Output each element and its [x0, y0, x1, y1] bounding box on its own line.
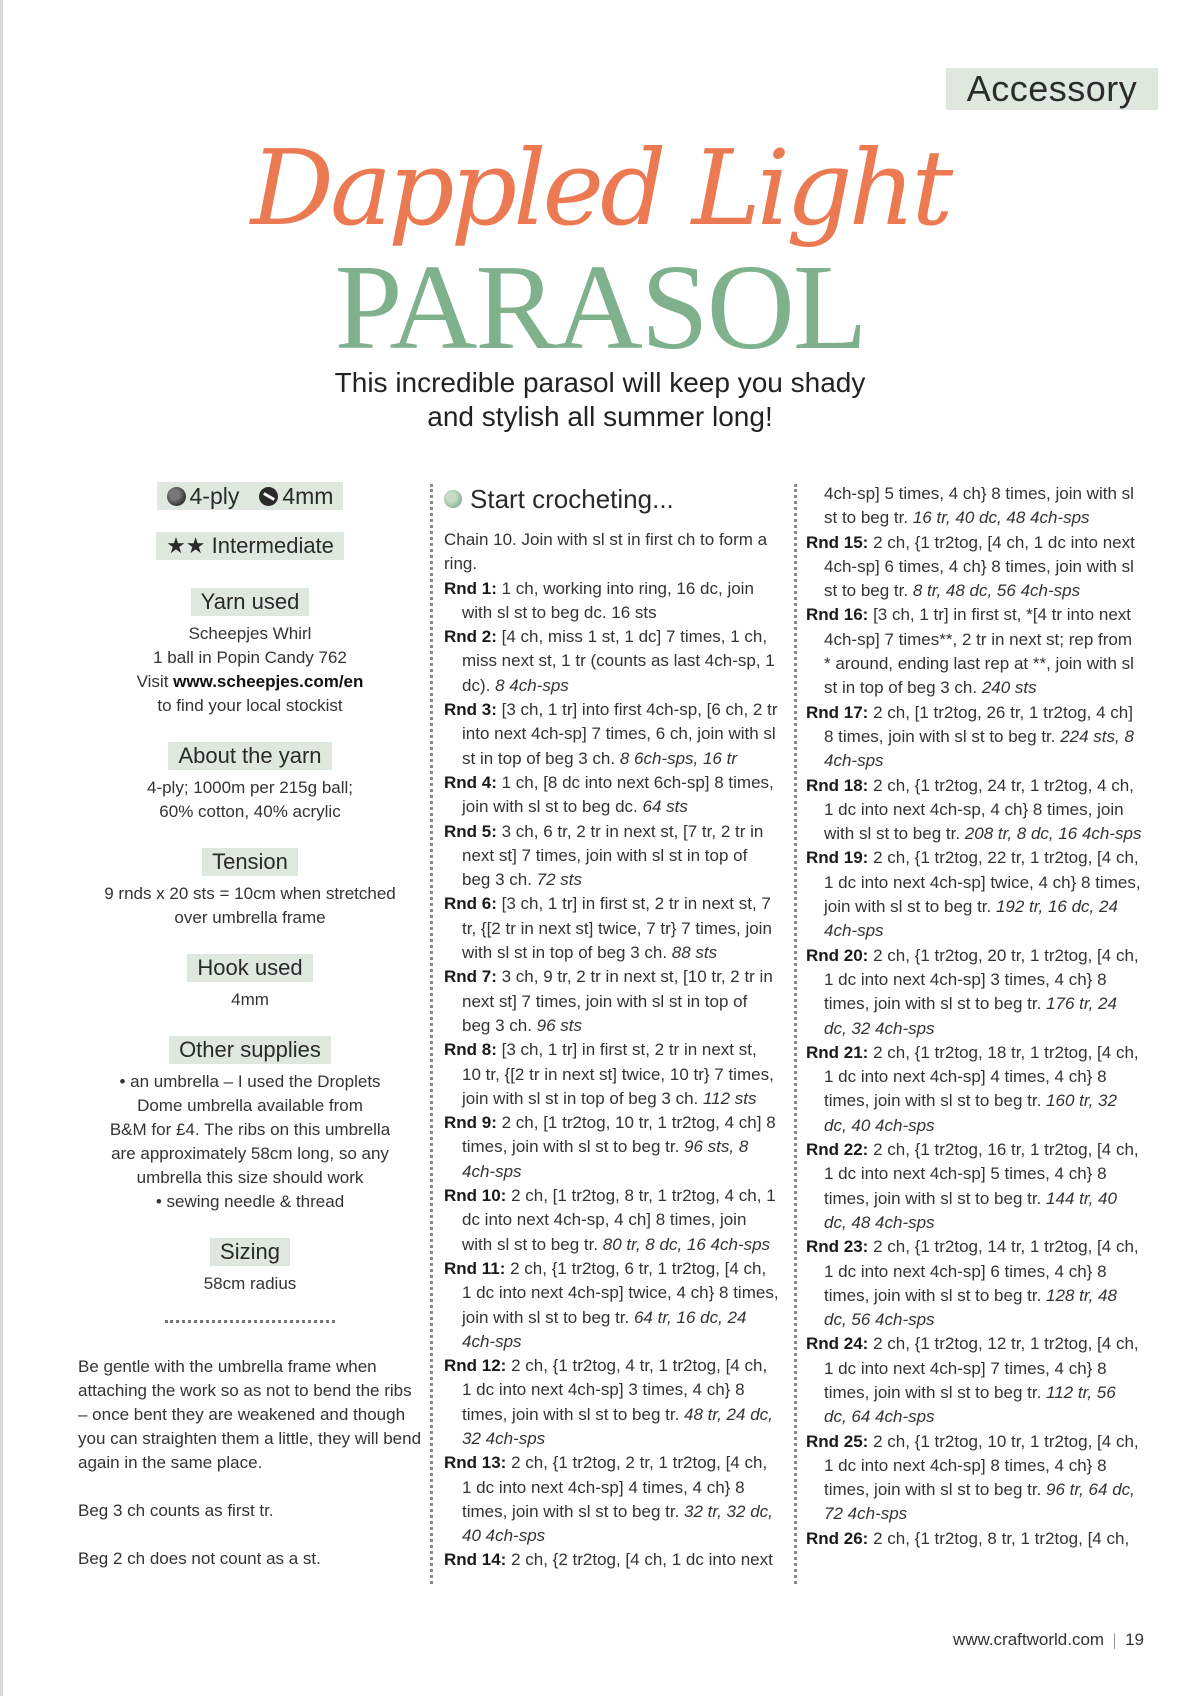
supply-item-umbrella-line-2: Dome umbrella available from — [137, 1096, 363, 1115]
round-label: Rnd 16: — [806, 605, 869, 625]
round-instructions: 1 ch, working into ring, 16 dc, join with sl st to beg dc. 16 sts — [462, 578, 754, 622]
sizing-value: 58cm radius — [203, 1274, 297, 1293]
crochet-hook-icon — [259, 487, 278, 506]
round-label: Rnd 8: — [444, 1040, 497, 1060]
pattern-round — [444, 698, 780, 771]
yarn-used-section — [78, 588, 422, 718]
round-stitch-count: 224 sts, 8 4ch-sps — [824, 726, 1134, 771]
round-label: Rnd 14: — [444, 1550, 507, 1570]
round-stitch-count: 8 6ch-sps, 16 tr — [615, 748, 737, 768]
visit-prefix: Visit — [136, 672, 174, 691]
round-stitch-count: 96 sts, 8 4ch-sps — [462, 1137, 749, 1181]
column-divider-1 — [430, 484, 433, 1584]
subtitle-line-1: This incredible parasol will keep you shady — [334, 367, 866, 398]
round-label: Rnd 11: — [444, 1258, 506, 1278]
title-script: Dappled Light — [250, 127, 950, 249]
pattern-round — [444, 892, 780, 965]
subtitle-line-2: and stylish all summer long! — [427, 401, 773, 432]
round-stitch-count: 112 sts — [698, 1088, 757, 1108]
column-divider-2 — [794, 484, 797, 1584]
round-label: Rnd 3: — [444, 700, 497, 720]
round-label: Rnd 2: — [444, 627, 497, 647]
difficulty-pill: ★★ Intermediate — [156, 532, 344, 560]
subtitle — [250, 366, 950, 434]
round-instructions: 2 ch, {1 tr2tog, 4 tr, 1 tr2tog, [4 ch, 1 dc into next 4ch-sp] 3 times, 4 ch} 8 times, join with sl st to beg tr. — [462, 1356, 768, 1424]
rnd-14-continued-text: 4ch-sp] 5 times, 4 ch} 8 times, join with sl st to beg tr. — [824, 484, 1134, 528]
yarn-ball-icon — [167, 487, 186, 506]
page-number: 19 — [1125, 1630, 1144, 1649]
yarn-used-line-2: 1 ball in Popin Candy 762 — [153, 648, 347, 667]
round-label: Rnd 25: — [806, 1431, 869, 1451]
round-stitch-count: 208 tr, 8 dc, 16 4ch-sps — [960, 824, 1142, 844]
round-stitch-count: 176 tr, 24 dc, 32 4ch-sps — [824, 994, 1117, 1038]
pattern-round — [806, 1041, 1142, 1138]
left-sidebar — [78, 482, 422, 1595]
note-umbrella-frame: Be gentle with the umbrella frame when attaching the work so as not to bend the ribs – once bent they are weakened and though you can straighten them a little, they will bend again in the same place. — [78, 1357, 422, 1472]
round-stitch-count: 88 sts — [667, 943, 718, 963]
start-crocheting-heading — [444, 482, 780, 516]
yarn-used-heading: Yarn used — [191, 588, 310, 616]
about-yarn-line-1: 4-ply; 1000m per 215g ball; — [146, 778, 354, 797]
pattern-round — [444, 820, 780, 893]
pattern-round — [444, 577, 780, 626]
pattern-round — [444, 625, 780, 698]
tension-line-1: 9 rnds x 20 sts = 10cm when stretched — [104, 884, 396, 903]
round-label: Rnd 1: — [444, 578, 497, 598]
round-label: Rnd 4: — [444, 772, 497, 792]
round-instructions: 2 ch, {1 tr2tog, [4 ch, 1 dc into next 4ch-sp] 6 times, 4 ch} 8 times, join with sl st to beg tr. — [824, 532, 1135, 601]
pattern-round — [806, 944, 1142, 1041]
round-stitch-count: 8 4ch-sps — [490, 675, 569, 695]
round-instructions: 2 ch, [1 tr2tog, 8 tr, 1 tr2tog, 4 ch, 1 dc into next 4ch-sp, 4 ch] 8 times, join with sl st to beg tr. — [462, 1186, 776, 1254]
round-instructions: [3 ch, 1 tr] in first st, *[4 tr into next 4ch-sp] 7 times**, 2 tr in next st; rep from * around, ending last rep at **, join with sl st in top of beg 3 ch. — [824, 605, 1134, 698]
round-label: Rnd 12: — [444, 1356, 507, 1376]
round-stitch-count: 80 tr, 8 dc, 16 4ch-sps — [598, 1234, 771, 1254]
pattern-column-1 — [444, 482, 780, 1573]
round-instructions: 2 ch, {1 tr2tog, 24 tr, 1 tr2tog, 4 ch, 1 dc into next 4ch-sp, 4 ch} 8 times, join with sl st to beg tr. — [824, 775, 1134, 844]
round-instructions: 2 ch, {1 tr2tog, 2 tr, 1 tr2tog, [4 ch, 1 dc into next 4ch-sp] 4 times, 4 ch} 8 times, join with sl st to beg tr. — [462, 1453, 768, 1521]
round-instructions: 2 ch, {1 tr2tog, 12 tr, 1 tr2tog, [4 ch, 1 dc into next 4ch-sp] 7 times, 4 ch} 8 times, join with sl st to beg tr. — [824, 1334, 1139, 1402]
other-supplies-heading: Other supplies — [169, 1036, 331, 1064]
pattern-intro: Chain 10. Join with sl st in first ch to form a ring. — [444, 530, 768, 574]
round-label: Rnd 15: — [806, 532, 869, 552]
yarn-weight-value: 4-ply — [189, 483, 240, 509]
round-stitch-count: 112 tr, 56 dc, 64 4ch-sps — [824, 1382, 1116, 1427]
sizing-heading: Sizing — [210, 1238, 290, 1266]
round-instructions: 2 ch, {1 tr2tog, 6 tr, 1 tr2tog, [4 ch, 1 dc into next 4ch-sp] twice, 4 ch} 8 times, join with sl st to beg tr. — [462, 1258, 779, 1327]
dotted-divider — [165, 1320, 335, 1323]
pattern-round — [444, 1354, 780, 1451]
start-crocheting-label: Start crocheting... — [470, 484, 674, 514]
round-instructions: [4 ch, miss 1 st, 1 dc] 7 times, 1 ch, miss next st, 1 tr (counts as last 4ch-sp, 1 dc). — [462, 627, 775, 695]
round-label: Rnd 19: — [806, 848, 869, 868]
round-instructions: 2 ch, {2 tr2tog, [4 ch, 1 dc into next — [506, 1550, 773, 1570]
round-label: Rnd 7: — [444, 967, 497, 987]
round-stitch-count: 96 tr, 64 dc, 72 4ch-sps — [824, 1480, 1135, 1524]
round-stitch-count: 32 tr, 32 dc, 40 4ch-sps — [462, 1501, 773, 1546]
yarn-used-line-4: to find your local stockist — [157, 696, 343, 715]
section-tag: Accessory — [946, 68, 1158, 110]
yarn-used-line-1: Scheepjes Whirl — [188, 624, 312, 643]
round-stitch-count: 160 tr, 32 dc, 40 4ch-sps — [824, 1091, 1117, 1135]
pattern-round — [444, 1451, 780, 1548]
round-instructions: 2 ch, {1 tr2tog, 14 tr, 1 tr2tog, [4 ch, 1 dc into next 4ch-sp] 6 times, 4 ch} 8 times, join with sl st to beg tr. — [824, 1237, 1139, 1305]
round-instructions: 1 ch, [8 dc into next 6ch-sp] 8 times, join with sl st to beg dc. — [462, 772, 774, 817]
round-stitch-count: 64 tr, 16 dc, 24 4ch-sps — [462, 1307, 747, 1351]
round-label: Rnd 22: — [806, 1140, 869, 1160]
round-label: Rnd 10: — [444, 1186, 507, 1206]
round-instructions: 2 ch, [1 tr2tog, 10 tr, 1 tr2tog, 4 ch] 8 times, join with sl st to beg tr. — [462, 1113, 776, 1157]
pattern-column-2 — [806, 482, 1142, 1551]
other-supplies-section — [78, 1036, 422, 1214]
pattern-round — [806, 774, 1142, 847]
pattern-round — [806, 701, 1142, 774]
pattern-round — [806, 1332, 1142, 1429]
pattern-round — [444, 771, 780, 820]
hook-size-spec — [259, 482, 333, 510]
round-stitch-count: 144 tr, 40 dc, 48 4ch-sps — [824, 1188, 1117, 1232]
about-yarn-heading: About the yarn — [168, 742, 331, 770]
round-instructions: 3 ch, 6 tr, 2 tr in next st, [7 tr, 2 tr in next st] 7 times, join with sl st in top of beg 3 ch. — [462, 821, 764, 890]
round-label: Rnd 21: — [806, 1042, 869, 1062]
footer-website[interactable]: www.craftworld.com — [952, 1630, 1105, 1649]
round-label: Rnd 17: — [806, 702, 869, 722]
rnd-14-continued — [806, 482, 1142, 531]
round-instructions: [3 ch, 1 tr] in first st, 2 tr in next st, 7 tr, {[2 tr in next st] twice, 7 tr} 7 times, join with sl st in top of beg 3 ch. — [462, 894, 772, 963]
pattern-round — [444, 1038, 780, 1111]
round-stitch-count: 48 tr, 24 dc, 32 4ch-sps — [462, 1404, 773, 1448]
round-stitch-count: 96 sts — [531, 1015, 583, 1035]
yarn-weight-spec — [167, 482, 240, 510]
supply-item-umbrella-line-5: umbrella this size should work — [136, 1168, 364, 1187]
round-instructions: 2 ch, {1 tr2tog, 18 tr, 1 tr2tog, [4 ch, 1 dc into next 4ch-sp] 4 times, 4 ch} 8 times, join with sl st to beg tr. — [824, 1042, 1139, 1111]
round-label: Rnd 23: — [806, 1237, 869, 1257]
round-label: Rnd 9: — [444, 1113, 497, 1133]
round-label: Rnd 20: — [806, 945, 869, 965]
round-label: Rnd 18: — [806, 775, 869, 795]
round-stitch-count: 128 tr, 48 dc, 56 4ch-sps — [824, 1285, 1117, 1330]
round-stitch-count: 64 sts — [637, 797, 688, 817]
specs-pill — [157, 482, 344, 510]
supply-item-umbrella-line-3: B&M for £4. The ribs on this umbrella — [109, 1120, 391, 1139]
round-stitch-count: 192 tr, 16 dc, 24 4ch-sps — [824, 897, 1118, 941]
hook-used-section — [78, 954, 422, 1012]
footer-separator — [1114, 1633, 1115, 1649]
pattern-round — [806, 1527, 1142, 1551]
pattern-round — [444, 1257, 780, 1354]
pattern-round — [444, 965, 780, 1038]
page-footer — [880, 1630, 1144, 1650]
round-label: Rnd 13: — [444, 1453, 507, 1473]
round-instructions: 2 ch, {1 tr2tog, 16 tr, 1 tr2tog, [4 ch, 1 dc into next 4ch-sp] 5 times, 4 ch} 8 times, join with sl st to beg tr. — [824, 1140, 1139, 1208]
round-stitch-count: 72 sts — [531, 870, 583, 890]
note-beg-2ch: Beg 2 ch does not count as a st. — [78, 1549, 321, 1568]
yarn-ball-icon — [444, 490, 462, 508]
round-instructions: 2 ch, [1 tr2tog, 26 tr, 1 tr2tog, 4 ch] 8 times, join with sl st to beg tr. — [824, 702, 1133, 746]
pattern-round — [806, 603, 1142, 700]
title-main: PARASOL — [334, 240, 866, 375]
round-stitch-count: 8 tr, 48 dc, 56 4ch-sps — [908, 581, 1081, 601]
scheepjes-link[interactable]: www.scheepjes.com/en — [173, 672, 364, 691]
tension-heading: Tension — [202, 848, 298, 876]
pattern-round — [806, 1430, 1142, 1527]
round-instructions: 2 ch, {1 tr2tog, 22 tr, 1 tr2tog, [4 ch, 1 dc into next 4ch-sp] twice, 4 ch} 8 times, join with sl st to beg tr. — [824, 848, 1141, 917]
round-stitch-count: 240 sts — [977, 678, 1037, 698]
hook-used-value: 4mm — [231, 990, 269, 1009]
pattern-round — [444, 1184, 780, 1257]
round-instructions: 2 ch, {1 tr2tog, 10 tr, 1 tr2tog, [4 ch, 1 dc into next 4ch-sp] 8 times, 4 ch} 8 times, join with sl st to beg tr. — [824, 1431, 1139, 1500]
page-edge-rule — [0, 0, 3, 1696]
supply-item-umbrella-line-4: are approximately 58cm long, so any — [111, 1144, 389, 1163]
note-beg-3ch: Beg 3 ch counts as first tr. — [78, 1501, 274, 1520]
sizing-section — [78, 1238, 422, 1296]
supply-item-umbrella-line-1: • an umbrella – I used the Droplets — [119, 1072, 381, 1091]
about-yarn-line-2: 60% cotton, 40% acrylic — [159, 802, 341, 821]
round-label: Rnd 6: — [444, 894, 497, 914]
pattern-round — [806, 846, 1142, 943]
round-label: Rnd 26: — [806, 1528, 869, 1548]
pattern-round — [444, 1548, 780, 1572]
rnd-14-count: 16 tr, 40 dc, 48 4ch-sps — [912, 508, 1090, 528]
hook-used-heading: Hook used — [187, 954, 312, 982]
tension-section — [78, 848, 422, 930]
round-instructions: 2 ch, {1 tr2tog, 8 tr, 1 tr2tog, [4 ch, — [868, 1528, 1130, 1548]
hook-size-value: 4mm — [282, 483, 334, 509]
about-yarn-section — [78, 742, 422, 824]
round-instructions: [3 ch, 1 tr] into first 4ch-sp, [6 ch, 2 tr into next 4ch-sp] 7 times, 6 ch, join with sl st in top of beg 3 ch. — [462, 700, 778, 768]
pattern-round — [806, 1235, 1142, 1332]
round-label: Rnd 24: — [806, 1334, 869, 1354]
round-instructions: 3 ch, 9 tr, 2 tr in next st, [10 tr, 2 tr in next st] 7 times, join with sl st in top of beg 3 ch. — [462, 967, 773, 1035]
yarn-used-line-3 — [78, 670, 422, 694]
supply-item-needle: • sewing needle & thread — [155, 1192, 345, 1211]
notes — [78, 1355, 422, 1571]
pattern-round — [806, 1138, 1142, 1235]
tension-line-2: over umbrella frame — [174, 908, 326, 927]
pattern-round — [444, 1111, 780, 1184]
pattern-round — [806, 531, 1142, 604]
round-label: Rnd 5: — [444, 821, 497, 841]
round-instructions: [3 ch, 1 tr] in first st, 2 tr in next st, 10 tr, {[2 tr in next st] twice, 10 tr} 7 times, join with sl st in top of beg 3 ch. — [462, 1040, 774, 1108]
round-instructions: 2 ch, {1 tr2tog, 20 tr, 1 tr2tog, [4 ch, 1 dc into next 4ch-sp] 3 times, 4 ch} 8 times, join with sl st to beg tr. — [824, 945, 1139, 1014]
